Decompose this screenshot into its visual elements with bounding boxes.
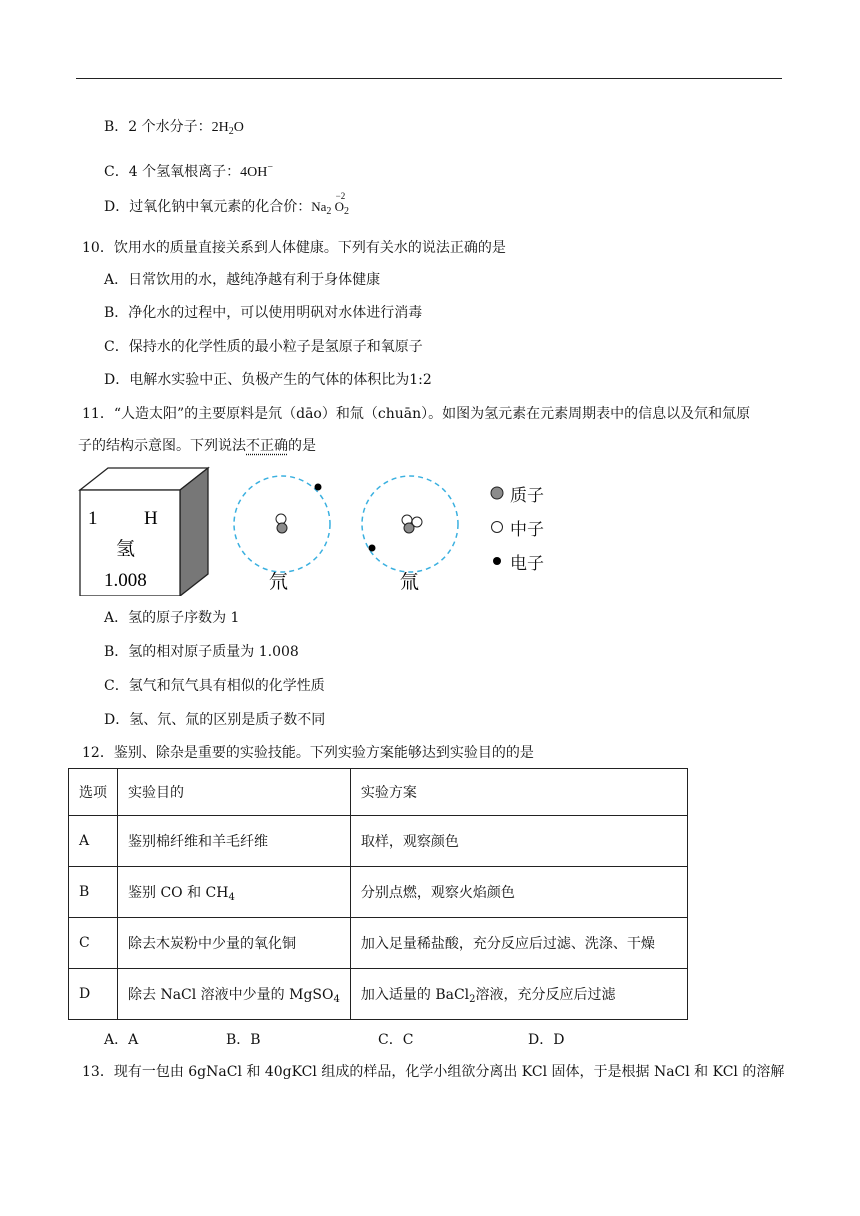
proton [277, 523, 287, 533]
q11-option-d: D．氢、氘、氚的区别是质子数不同 [104, 712, 326, 728]
q11-option-c: C．氢气和氘气具有相似的化学性质 [104, 678, 325, 694]
tritium-atom [362, 476, 458, 593]
cell-plan: 取样，观察颜色 [350, 816, 687, 867]
element-number: 1 [88, 508, 98, 529]
legend-neutron-label: 中子 [510, 519, 544, 540]
cell-goal: 除去木炭粉中少量的氧化铜 [118, 918, 351, 969]
legend-proton-label: 质子 [510, 485, 544, 506]
q13-stem: 13．现有一包由 6gNaCl 和 40gKCl 组成的样品，化学小组欲分离出 KCl 固体，于是根据 NaCl 和 KCl 的溶解 [82, 1064, 785, 1080]
q9-option-d-label: D．过氧化钠中氧元素的化合价： [104, 199, 312, 215]
answer-a: A．A [104, 1032, 139, 1048]
q10-option-a: A．日常饮用的水，越纯净越有利于身体健康 [104, 272, 381, 288]
plan-text: 加入适量的 BaCl [360, 986, 470, 1003]
q9-option-c-label: C．4 个氢氧根离子： [104, 164, 241, 180]
q10-option-b: B．净化水的过程中，可以使用明矾对水体进行消毒 [104, 305, 423, 321]
table-row [69, 867, 688, 918]
q11-stem-line2 [78, 436, 316, 456]
q11-stem-text: 子的结构示意图。下列说法 [78, 438, 246, 454]
formula-superscript: − [267, 162, 273, 173]
header-rule [76, 78, 782, 79]
electron [369, 545, 376, 552]
cell-option: C [69, 918, 118, 969]
table-row [69, 918, 688, 969]
header-plan: 实验方案 [350, 769, 687, 816]
q11-option-b: B．氢的相对原子质量为 1.008 [104, 644, 299, 660]
formula-main: 4OH [240, 165, 268, 180]
cell-plan: 加入足量稀盐酸，充分反应后过滤、洗涤、干燥 [350, 918, 687, 969]
formula-subscript: 2 [228, 126, 234, 137]
q9-option-b-formula [212, 120, 244, 135]
q12-stem: 12．鉴别、除杂是重要的实验技能。下列实验方案能够达到实验目的的是 [82, 745, 534, 761]
header-option: 选项 [69, 769, 118, 816]
cell-plan [350, 969, 687, 1020]
legend-electron [484, 544, 544, 578]
q9-option-b [104, 117, 244, 142]
element-card [80, 468, 208, 596]
goal-subscript: 4 [228, 891, 235, 903]
element-name: 氢 [116, 538, 136, 560]
tritium-label: 氚 [400, 571, 420, 593]
goal-subscript: 4 [333, 993, 340, 1005]
formula-oxygen-valence [334, 191, 346, 217]
answer-c: C．C [378, 1032, 414, 1048]
table-header-row [69, 769, 688, 816]
deuterium-label: 氘 [269, 571, 289, 593]
cell-option: A [69, 816, 118, 867]
q10-stem: 10．饮用水的质量直接关系到人体健康。下列有关水的说法正确的是 [82, 240, 506, 256]
neutron [276, 514, 286, 524]
cell-goal [118, 867, 351, 918]
formula-sodium: Na [311, 199, 327, 214]
formula-oxygen-subscript: 2 [344, 206, 350, 217]
q11-option-a: A．氢的原子序数为 1 [104, 610, 240, 626]
deuterium-atom [234, 476, 330, 593]
element-symbol: H [144, 508, 158, 529]
valence-mark: −2 [335, 191, 346, 201]
cell-option: B [69, 867, 118, 918]
cell-goal: 鉴别棉纤维和羊毛纤维 [118, 816, 351, 867]
element-mass: 1.008 [104, 570, 147, 591]
answer-b: B．B [226, 1032, 261, 1048]
legend-neutron [484, 510, 544, 544]
q9-option-d [104, 191, 350, 222]
q11-emphasis: 不正确 [246, 438, 288, 454]
q9-option-c-formula [240, 162, 273, 180]
q10-option-c: C．保持水的化学性质的最小粒子是氢原子和氧原子 [104, 339, 423, 355]
q12-answer-choices [104, 1030, 704, 1050]
q11-stem-line1: 11．“人造太阳”的主要原料是氘（dāo）和氚（chuān）。如图为氢元素在元素周期表中的信息以及氘和氚原 [82, 406, 751, 422]
cell-plan: 分别点燃，观察火焰颜色 [350, 867, 687, 918]
q9-option-c [104, 158, 273, 183]
table-row [69, 816, 688, 867]
formula-sodium-subscript: 2 [326, 206, 332, 217]
goal-text: 鉴别 CO 和 CH [128, 884, 229, 901]
cell-goal [118, 969, 351, 1020]
experiment-table [68, 768, 688, 1020]
answer-d: D．D [528, 1032, 565, 1048]
formula-oxygen: O [334, 199, 345, 214]
q9-option-b-label: B．2 个水分子： [104, 119, 212, 135]
legend-proton [484, 476, 544, 510]
plan-tail: 溶液，充分反应后过滤 [475, 986, 616, 1003]
q11-stem-tail: 的是 [288, 438, 316, 454]
cell-option: D [69, 969, 118, 1020]
goal-text: 除去 NaCl 溶液中少量的 MgSO [128, 986, 334, 1003]
legend-electron-label: 电子 [510, 553, 544, 574]
formula-tail: O [233, 120, 244, 135]
q10-option-d: D．电解水实验中正、负极产生的气体的体积比为1:2 [104, 372, 432, 388]
formula-main: 2H [211, 120, 229, 135]
q9-option-d-formula [311, 191, 350, 217]
header-goal: 实验目的 [118, 769, 351, 816]
electron [315, 484, 322, 491]
proton [404, 523, 414, 533]
plan-subscript: 2 [469, 993, 476, 1005]
figure-legend [484, 476, 544, 578]
table-row [69, 969, 688, 1020]
